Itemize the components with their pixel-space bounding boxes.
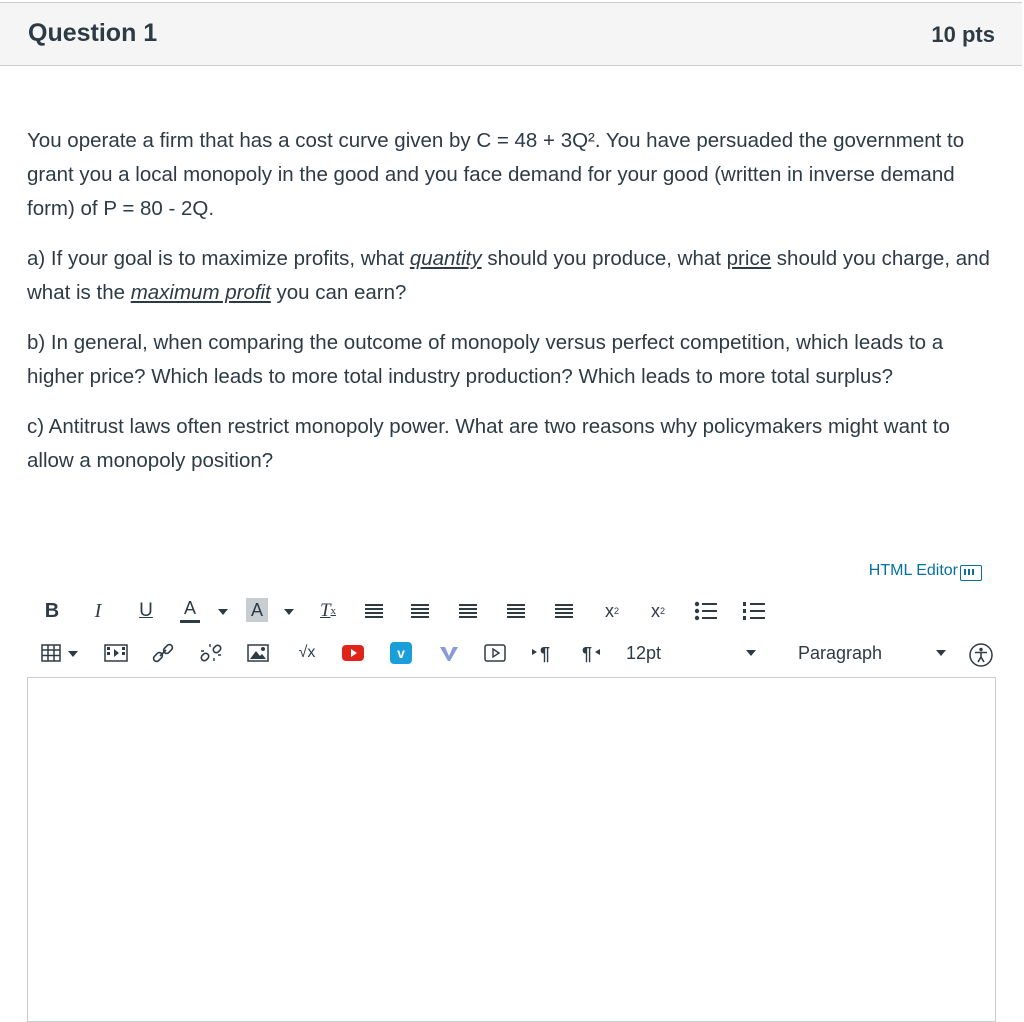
align-right-icon — [459, 604, 477, 618]
v-logo-icon — [439, 644, 459, 662]
font-color-button[interactable]: A — [180, 596, 200, 623]
vimeo-button[interactable] — [390, 642, 412, 664]
text-segment: should you charge, and what is the — [27, 247, 990, 304]
align-left-icon — [365, 604, 383, 618]
rtl-icon — [579, 643, 601, 663]
keyboard-icon — [960, 565, 982, 581]
text-segment: should you produce, what — [481, 247, 727, 270]
align-center-button[interactable] — [410, 603, 430, 619]
youtube-button[interactable] — [342, 643, 364, 663]
superscript-icon: x — [604, 600, 614, 621]
media-icon — [104, 644, 128, 662]
image-button[interactable] — [246, 642, 270, 664]
subscript-icon: x — [650, 600, 660, 621]
media-button[interactable] — [104, 643, 128, 663]
question-paragraph-c: c) Antitrust laws often restrict monopoly power. What are two reasons why policymakers might want to allow a monopoly position? — [27, 415, 950, 472]
accessibility-icon — [969, 643, 993, 667]
question-points: 10 pts — [931, 22, 995, 47]
align-right-button[interactable] — [458, 603, 478, 619]
text-segment: a) If your goal is to maximize profits, what — [27, 247, 410, 270]
outdent-button[interactable] — [506, 603, 526, 619]
rich-text-editor-area[interactable] — [27, 677, 996, 1022]
embed-video-button[interactable] — [484, 643, 506, 663]
ltr-icon — [531, 643, 553, 663]
question-text — [27, 124, 1002, 494]
numbered-list-button[interactable] — [742, 601, 766, 621]
indent-icon — [555, 604, 573, 618]
question-paragraph-1: You operate a firm that has a cost curve given by C = 48 + 3Q². You have persuaded the government to grant you a local monopoly in the good and you face demand for your good (written in inverse demand form) of P = 80 - 2Q. — [27, 129, 965, 220]
clear-formatting-button[interactable] — [316, 596, 340, 626]
italic-button[interactable]: I — [94, 599, 102, 622]
math-equation-button[interactable]: √x — [298, 644, 316, 661]
bullet-list-icon — [694, 601, 718, 621]
chevron-down-icon — [746, 650, 756, 656]
accessibility-checker-button[interactable] — [968, 642, 994, 668]
link-button[interactable] — [150, 642, 176, 664]
bullet-list-button[interactable] — [694, 601, 718, 621]
outdent-icon — [507, 604, 525, 618]
superscript-button[interactable] — [600, 596, 624, 626]
block-format-value: Paragraph — [798, 642, 883, 663]
vimeo-alt-button[interactable] — [438, 643, 460, 663]
unlink-button[interactable] — [198, 642, 224, 664]
subscript-button[interactable] — [646, 596, 670, 626]
underline-button[interactable]: U — [139, 600, 153, 621]
svg-text:v: v — [397, 645, 405, 661]
youtube-icon — [342, 645, 364, 661]
align-center-icon — [411, 604, 429, 618]
numbered-list-icon — [742, 601, 766, 621]
question-paragraph-a — [27, 242, 1002, 310]
quantity-emphasis: quantity — [409, 247, 482, 270]
clear-formatting-icon: T — [319, 600, 331, 621]
price-emphasis: price — [726, 247, 772, 270]
question-paragraph-b: b) In general, when comparing the outcome of monopoly versus perfect competition, which leads to a higher price? Which leads to more total industry production? Which leads to more total surplus? — [27, 331, 944, 388]
html-editor-link[interactable] — [869, 562, 982, 580]
table-icon — [41, 644, 61, 662]
subscript-2-icon: 2 — [659, 606, 665, 616]
image-icon — [247, 644, 269, 662]
align-left-button[interactable] — [364, 603, 384, 619]
chevron-down-icon — [68, 651, 78, 657]
background-color-button[interactable]: A — [246, 598, 268, 622]
block-format-select[interactable] — [798, 638, 946, 668]
bold-button[interactable]: B — [44, 599, 60, 622]
profit-emphasis: maximum profit — [130, 281, 271, 304]
svg-text:¶: ¶ — [539, 644, 551, 663]
font-size-select[interactable] — [626, 638, 756, 668]
question-header — [0, 2, 1022, 66]
unlink-icon — [199, 642, 223, 664]
play-box-icon — [484, 644, 506, 662]
editor-toolbar-row-1 — [0, 596, 1024, 626]
table-dropdown[interactable] — [68, 650, 78, 658]
html-editor-label: HTML Editor — [868, 562, 958, 579]
svg-text:¶: ¶ — [581, 644, 593, 663]
chevron-down-icon — [936, 650, 946, 656]
indent-button[interactable] — [554, 603, 574, 619]
ltr-button[interactable] — [530, 638, 554, 668]
background-color-dropdown[interactable] — [284, 608, 294, 616]
table-button[interactable] — [40, 643, 62, 663]
vimeo-icon — [390, 642, 412, 664]
link-icon — [151, 642, 175, 664]
editor-toolbar-row-2 — [0, 638, 1024, 668]
font-size-value: 12pt — [626, 642, 662, 663]
chevron-down-icon — [284, 609, 294, 615]
superscript-2-icon: 2 — [613, 606, 619, 616]
text-segment: you can earn? — [270, 281, 407, 304]
question-title: Question 1 — [28, 19, 158, 47]
font-color-dropdown[interactable] — [218, 608, 228, 616]
chevron-down-icon — [218, 609, 228, 615]
clear-x-icon: x — [330, 605, 337, 617]
rtl-button[interactable] — [578, 638, 602, 668]
